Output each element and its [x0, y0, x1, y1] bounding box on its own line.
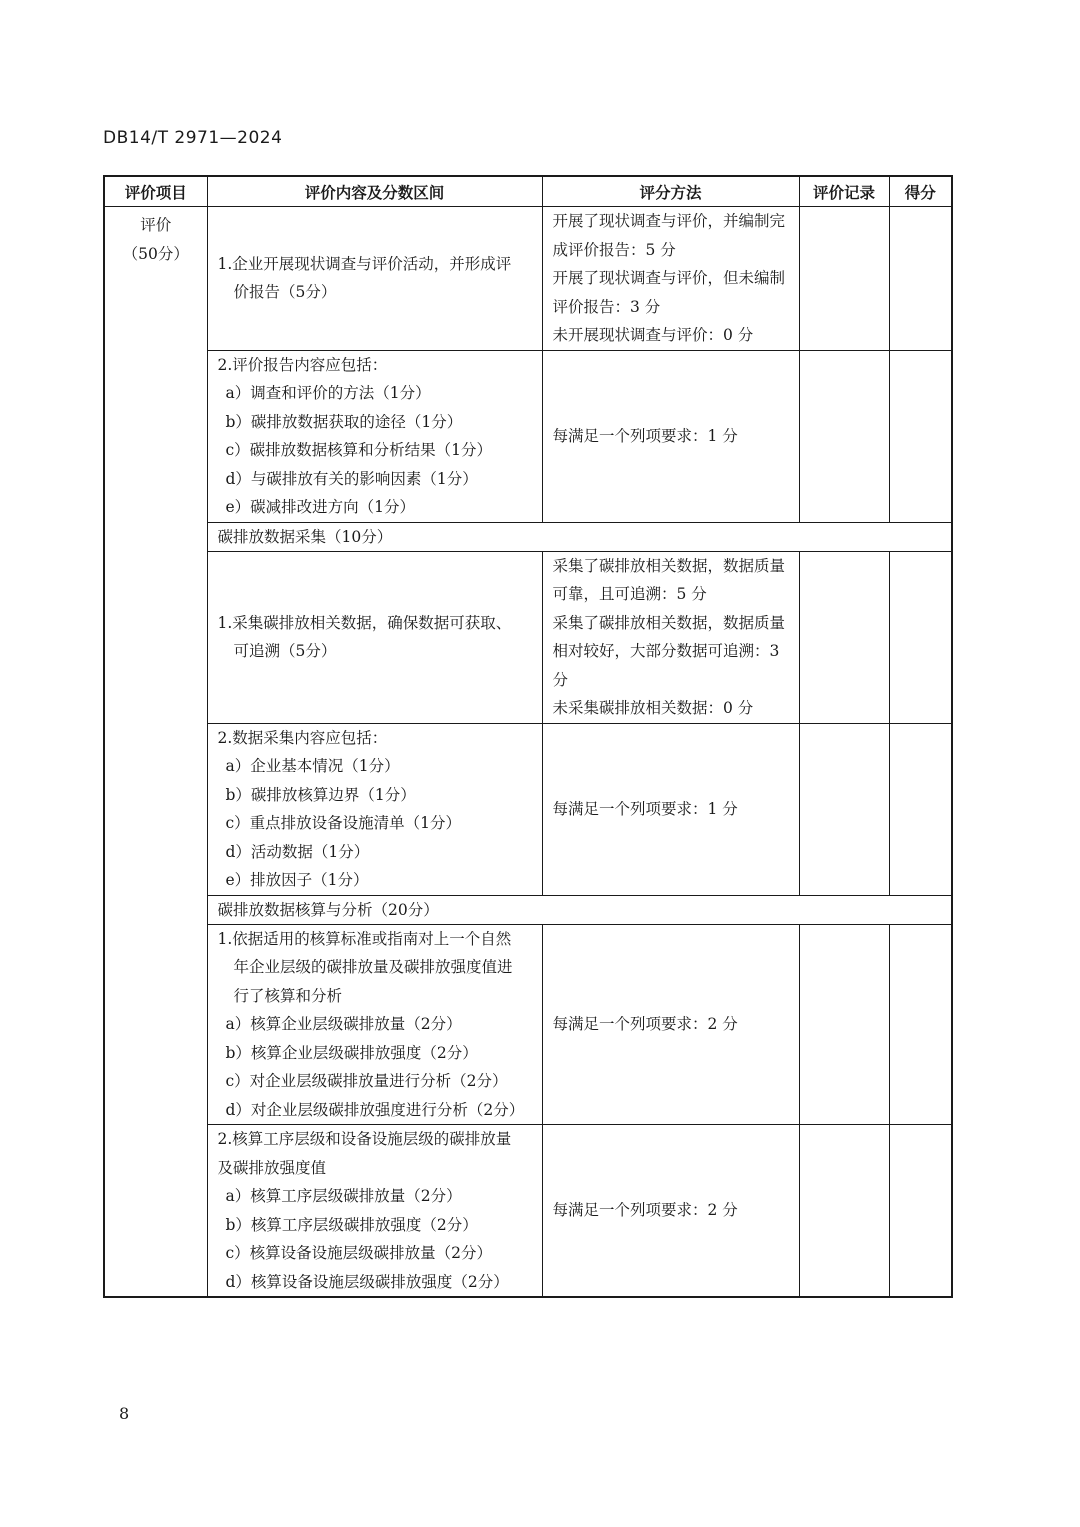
content-line: b）核算工序层级碳排放强度（2分） [225, 1215, 478, 1234]
category-cell [104, 207, 207, 1298]
col-header-score: 得分 [889, 176, 952, 207]
section-title: 碳排放数据核算与分析（20分） [207, 895, 952, 924]
col-header-method: 评分方法 [542, 176, 799, 207]
content-line: 2.数据采集内容应包括： [217, 728, 388, 747]
record-cell[interactable] [799, 551, 889, 723]
content-line: 价报告（5分） [233, 283, 337, 302]
method-cell [542, 1125, 799, 1298]
table-row [104, 723, 952, 895]
content-cell [207, 1125, 542, 1298]
method-line: 开展了现状调查与评价，但未编制 [552, 269, 786, 287]
content-line: d）与碳排放有关的影响因素（1分） [225, 469, 478, 488]
col-header-record: 评价记录 [799, 176, 889, 207]
content-cell [207, 350, 542, 522]
method-line: 每满足一个列项要求：2 分 [552, 1015, 738, 1033]
method-cell [542, 207, 799, 351]
content-line: d）活动数据（1分） [225, 842, 370, 861]
content-line: d）核算设备设施层级碳排放强度（2分） [225, 1272, 509, 1291]
content-line: 1.依据适用的核算标准或指南对上一个自然 [217, 929, 512, 948]
page-number: 8 [119, 1404, 130, 1423]
method-cell [542, 551, 799, 723]
content-line: a）核算工序层级碳排放量（2分） [225, 1187, 462, 1205]
method-line: 开展了现状调查与评价，并编制完 [552, 212, 786, 230]
section-title: 碳排放数据采集（10分） [207, 522, 952, 551]
content-line: 1.企业开展现状调查与评价活动，并形成评 [217, 254, 512, 273]
score-cell[interactable] [889, 350, 952, 522]
content-line: 年企业层级的碳排放量及碳排放强度值进 [233, 958, 513, 976]
content-line: e）排放因子（1分） [225, 871, 369, 889]
content-cell [207, 207, 542, 351]
score-cell[interactable] [889, 1125, 952, 1298]
method-line: 未开展现状调查与评价：0 分 [552, 326, 754, 344]
method-line: 相对较好，大部分数据可追溯：3 [552, 642, 780, 660]
method-line: 分 [552, 670, 569, 689]
category-score: （50分） [122, 244, 189, 263]
method-cell [542, 350, 799, 522]
table-row [104, 551, 952, 723]
record-cell[interactable] [799, 207, 889, 351]
method-cell [542, 723, 799, 895]
content-line: 行了核算和分析 [233, 986, 343, 1005]
document-code: DB14/T 2971—2024 [103, 128, 283, 148]
content-line: a）核算企业层级碳排放量（2分） [225, 1015, 462, 1033]
method-line: 每满足一个列项要求：1 分 [552, 426, 738, 445]
record-cell[interactable] [799, 924, 889, 1125]
content-line: c）核算设备设施层级碳排放量（2分） [225, 1244, 493, 1262]
col-header-item: 评价项目 [104, 176, 207, 207]
content-line: 2.核算工序层级和设备设施层级的碳排放量 [217, 1130, 512, 1148]
content-line: 1.采集碳排放相关数据，确保数据可获取、 [217, 613, 512, 632]
score-cell[interactable] [889, 207, 952, 351]
method-cell [542, 924, 799, 1125]
content-line: b）核算企业层级碳排放强度（2分） [225, 1043, 478, 1062]
content-line: 及碳排放强度值 [217, 1158, 327, 1177]
table-header-row [104, 176, 952, 207]
content-line: a）调查和评价的方法（1分） [225, 384, 431, 402]
section-row [104, 522, 952, 551]
content-line: d）对企业层级碳排放强度进行分析（2分） [225, 1100, 525, 1119]
score-cell[interactable] [889, 723, 952, 895]
content-line: c）重点排放设备设施清单（1分） [225, 814, 462, 832]
table-row [104, 350, 952, 522]
content-line: b）碳排放数据获取的途径（1分） [225, 412, 463, 431]
method-line: 每满足一个列项要求：2 分 [552, 1201, 738, 1220]
record-cell[interactable] [799, 723, 889, 895]
section-row [104, 895, 952, 924]
method-line: 评价报告：3 分 [552, 297, 661, 316]
content-line: 2.评价报告内容应包括： [217, 355, 388, 374]
table-row [104, 207, 952, 351]
method-line: 可靠，且可追溯：5 分 [552, 585, 707, 603]
content-line: c）碳排放数据核算和分析结果（1分） [225, 441, 493, 459]
content-line: b）碳排放核算边界（1分） [225, 785, 416, 804]
record-cell[interactable] [799, 350, 889, 522]
method-line: 采集了碳排放相关数据，数据质量 [552, 613, 786, 632]
table-row [104, 1125, 952, 1298]
method-line: 采集了碳排放相关数据，数据质量 [552, 556, 786, 575]
score-cell[interactable] [889, 551, 952, 723]
table-row [104, 924, 952, 1125]
method-line: 每满足一个列项要求：1 分 [552, 799, 738, 818]
method-line: 成评价报告：5 分 [552, 240, 676, 259]
category-name: 评价 [140, 216, 172, 234]
content-cell [207, 723, 542, 895]
evaluation-table [103, 175, 953, 1298]
content-cell [207, 924, 542, 1125]
content-line: e）碳减排改进方向（1分） [225, 498, 416, 516]
method-line: 未采集碳排放相关数据：0 分 [552, 699, 754, 717]
content-cell [207, 551, 542, 723]
col-header-content: 评价内容及分数区间 [207, 176, 542, 207]
content-line: c）对企业层级碳排放量进行分析（2分） [225, 1072, 508, 1090]
content-line: 可追溯（5分） [233, 642, 337, 660]
content-line: a）企业基本情况（1分） [225, 757, 400, 775]
record-cell[interactable] [799, 1125, 889, 1298]
score-cell[interactable] [889, 924, 952, 1125]
